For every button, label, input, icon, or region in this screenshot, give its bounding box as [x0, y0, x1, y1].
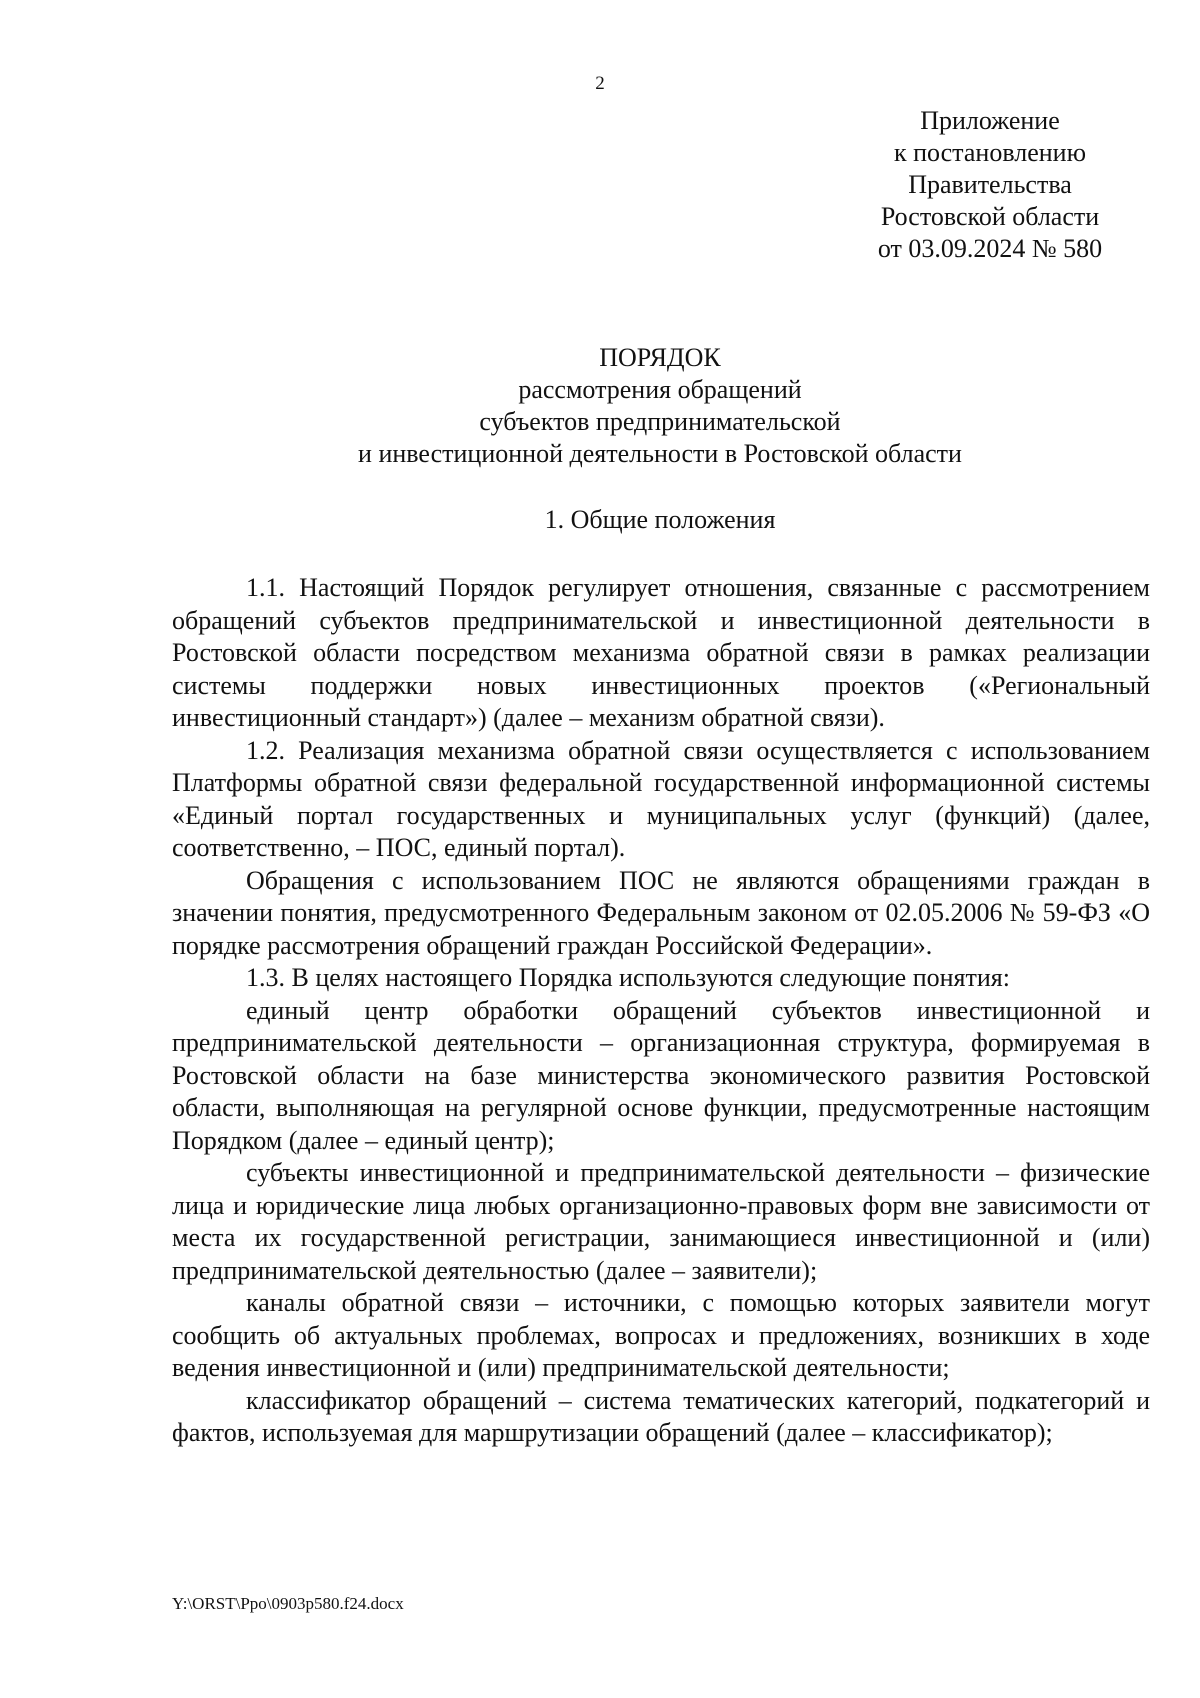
definition-subjects: субъекты инвестиционной и предпринимательской деятельности – физические лица и юридические лица любых организационно-правовых форм вне зависимости от места их государственной регистрации, занимающиеся инвестиционной и (или) предпринимательской деятельностью (далее – заявители);: [172, 1158, 1150, 1285]
definition-unified-center: единый центр обработки обращений субъектов инвестиционной и предпринимательской деятельности – организационная структура, формируемая в Ростовской области на базе министерства экономического развития Ростовской области, выполняющая на регулярной основе функции, предусмотренные настоящим Порядком (далее – единый центр);: [172, 995, 1150, 1155]
appendix-line: к постановлению: [893, 138, 1087, 167]
appendix-line: Приложение: [920, 106, 1060, 135]
paragraph-1-2: 1.2. Реализация механизма обратной связи осуществляется с использованием Платформы обратной связи федеральной государственной информационной системы «Единый портал государственных и муниципальных услуг (функций) (далее, соответственно, – ПОС, единый портал).: [172, 735, 1150, 862]
title-line: рассмотрения обращений: [518, 375, 802, 404]
title-line: и инвестиционной деятельности в Ростовской области: [358, 439, 962, 468]
definition-classifier: классификатор обращений – система тематических категорий, подкатегорий и фактов, используемая для маршрутизации обращений (далее – классификатор);: [172, 1385, 1150, 1447]
title-line: субъектов предпринимательской: [479, 407, 841, 436]
definition-feedback-channels: каналы обратной связи – источники, с помощью которых заявители могут сообщить об актуальных проблемах, вопросах и предложениях, возникших в ходе ведения инвестиционной и (или) предпринимательской деятельности;: [172, 1288, 1150, 1382]
document-title: [170, 342, 1150, 470]
appendix-line: Правительства: [908, 170, 1072, 199]
paragraph-1-1: 1.1. Настоящий Порядок регулирует отношения, связанные с рассмотрением обращений субъектов предпринимательской и инвестиционной деятельности в Ростовской области посредством механизма обратной связи в рамках реализации системы поддержки новых инвестиционных проектов («Региональный инвестиционный стандарт») (далее – механизм обратной связи).: [172, 573, 1150, 732]
paragraph-pos-note: Обращения с использованием ПОС не являются обращениями граждан в значении понятия, предусмотренного Федеральным законом от 02.05.2006 № 59-ФЗ «О порядке рассмотрения обращений граждан Российской Федерации».: [172, 865, 1150, 960]
section-body: [172, 572, 1150, 1450]
title-heading: ПОРЯДОК: [599, 343, 721, 372]
footer-file-path: Y:\ORST\Ppo\0903p580.f24.docx: [172, 1594, 404, 1613]
section-heading: 1. Общие положения: [544, 505, 776, 534]
page-number: 2: [595, 73, 605, 94]
appendix-header: [830, 105, 1150, 265]
appendix-line: Ростовской области: [880, 202, 1100, 231]
paragraph-1-3: 1.3. В целях настоящего Порядка используются следующие понятия:: [246, 963, 1010, 992]
appendix-date-number: от 03.09.2024 № 580: [877, 234, 1103, 263]
